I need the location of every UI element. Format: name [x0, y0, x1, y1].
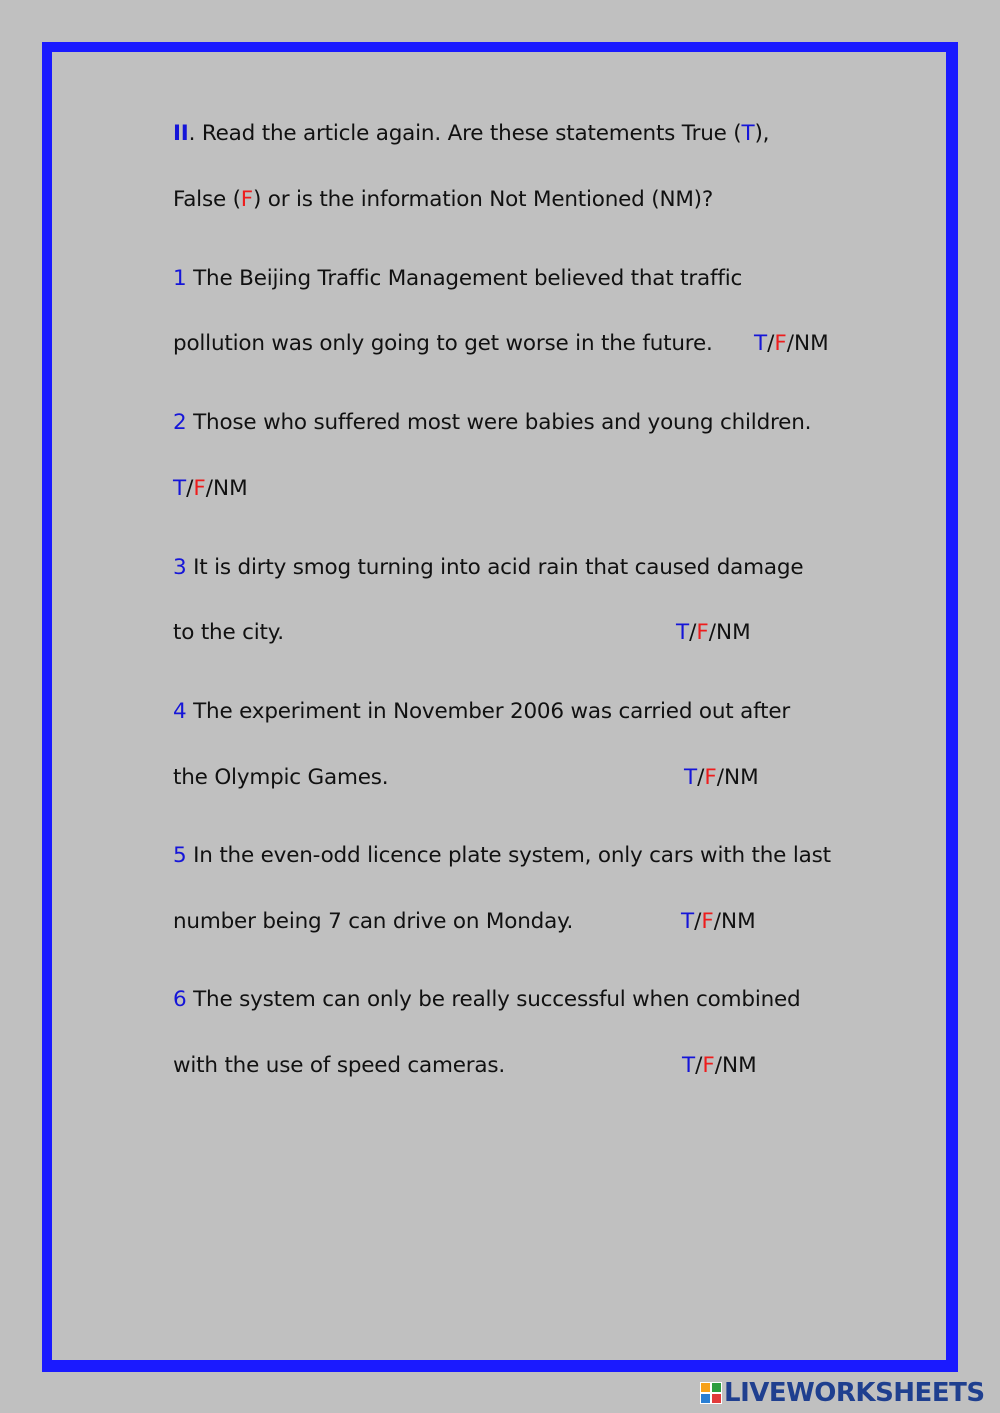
question-3-answer-options[interactable]: [676, 620, 751, 645]
option-t: T: [173, 476, 187, 501]
separator: /: [716, 765, 725, 790]
option-f: F: [696, 620, 709, 645]
option-nm: NM: [716, 620, 751, 645]
question-number: 3: [173, 555, 187, 580]
separator: /: [708, 620, 717, 645]
instructions-line-2: [173, 187, 713, 212]
option-t: T: [684, 765, 698, 790]
option-nm: NM: [722, 1053, 757, 1078]
option-t: T: [754, 331, 768, 356]
question-5-line-2: [173, 909, 573, 934]
question-2-answer-options[interactable]: [173, 476, 248, 501]
liveworksheets-logo-icon: [700, 1382, 722, 1404]
separator: /: [713, 909, 722, 934]
separator: /: [786, 331, 795, 356]
question-text: the Olympic Games.: [173, 765, 389, 790]
instructions-text: . Read the article again. Are these statements True (: [188, 121, 742, 146]
footer: [700, 1376, 985, 1410]
question-text: with the use of speed cameras.: [173, 1053, 506, 1078]
option-f: F: [701, 909, 714, 934]
question-5-line-1: [173, 843, 831, 868]
separator: /: [694, 909, 702, 934]
question-2-line-1: [173, 410, 811, 435]
false-marker: F: [240, 187, 253, 212]
question-number: 1: [173, 266, 187, 291]
question-text: Those who suffered most were babies and young children.: [186, 410, 812, 435]
option-t: T: [681, 909, 695, 934]
question-text: It is dirty smog turning into acid rain that caused damage: [186, 555, 804, 580]
separator: /: [695, 1053, 703, 1078]
instructions-line-1: [173, 121, 769, 146]
question-3-line-1: [173, 555, 803, 580]
question-text: In the even-odd licence plate system, only cars with the last: [186, 843, 831, 868]
section-number: II: [173, 121, 189, 146]
question-4-line-2: [173, 765, 388, 790]
instructions-text: False (: [173, 187, 241, 212]
question-text: pollution was only going to get worse in the future.: [173, 331, 713, 356]
option-t: T: [676, 620, 690, 645]
question-text: The experiment in November 2006 was carried out after: [186, 699, 791, 724]
option-f: F: [774, 331, 787, 356]
option-f: F: [702, 1053, 715, 1078]
question-1-line-1: [173, 266, 742, 291]
option-nm: NM: [724, 765, 759, 790]
question-5-answer-options[interactable]: [681, 909, 756, 934]
question-text: number being 7 can drive on Monday.: [173, 909, 574, 934]
question-6-line-2: [173, 1053, 505, 1078]
question-1-answer-options[interactable]: [754, 331, 829, 356]
question-6-line-1: [173, 987, 801, 1012]
question-text: The system can only be really successful when combined: [186, 987, 801, 1012]
separator: /: [186, 476, 194, 501]
separator: /: [767, 331, 775, 356]
question-number: 6: [173, 987, 187, 1012]
question-number: 2: [173, 410, 187, 435]
instructions-text: ) or is the information Not Mentioned (NM)?: [252, 187, 714, 212]
question-4-line-1: [173, 699, 790, 724]
question-number: 4: [173, 699, 187, 724]
option-nm: NM: [213, 476, 248, 501]
question-number: 5: [173, 843, 187, 868]
option-f: F: [193, 476, 206, 501]
separator: /: [689, 620, 697, 645]
instructions-text: ),: [754, 121, 770, 146]
option-f: F: [704, 765, 717, 790]
brand-name[interactable]: LIVEWORKSHEETS: [724, 1378, 985, 1408]
true-marker: T: [741, 121, 755, 146]
option-nm: NM: [721, 909, 756, 934]
question-6-answer-options[interactable]: [682, 1053, 757, 1078]
option-t: T: [682, 1053, 696, 1078]
separator: /: [697, 765, 705, 790]
question-text: to the city.: [173, 620, 284, 645]
question-text: The Beijing Traffic Management believed that traffic: [186, 266, 743, 291]
separator: /: [205, 476, 214, 501]
question-4-answer-options[interactable]: [684, 765, 759, 790]
option-nm: NM: [794, 331, 829, 356]
question-3-line-2: [173, 620, 284, 645]
separator: /: [714, 1053, 723, 1078]
question-1-line-2: [173, 331, 713, 356]
